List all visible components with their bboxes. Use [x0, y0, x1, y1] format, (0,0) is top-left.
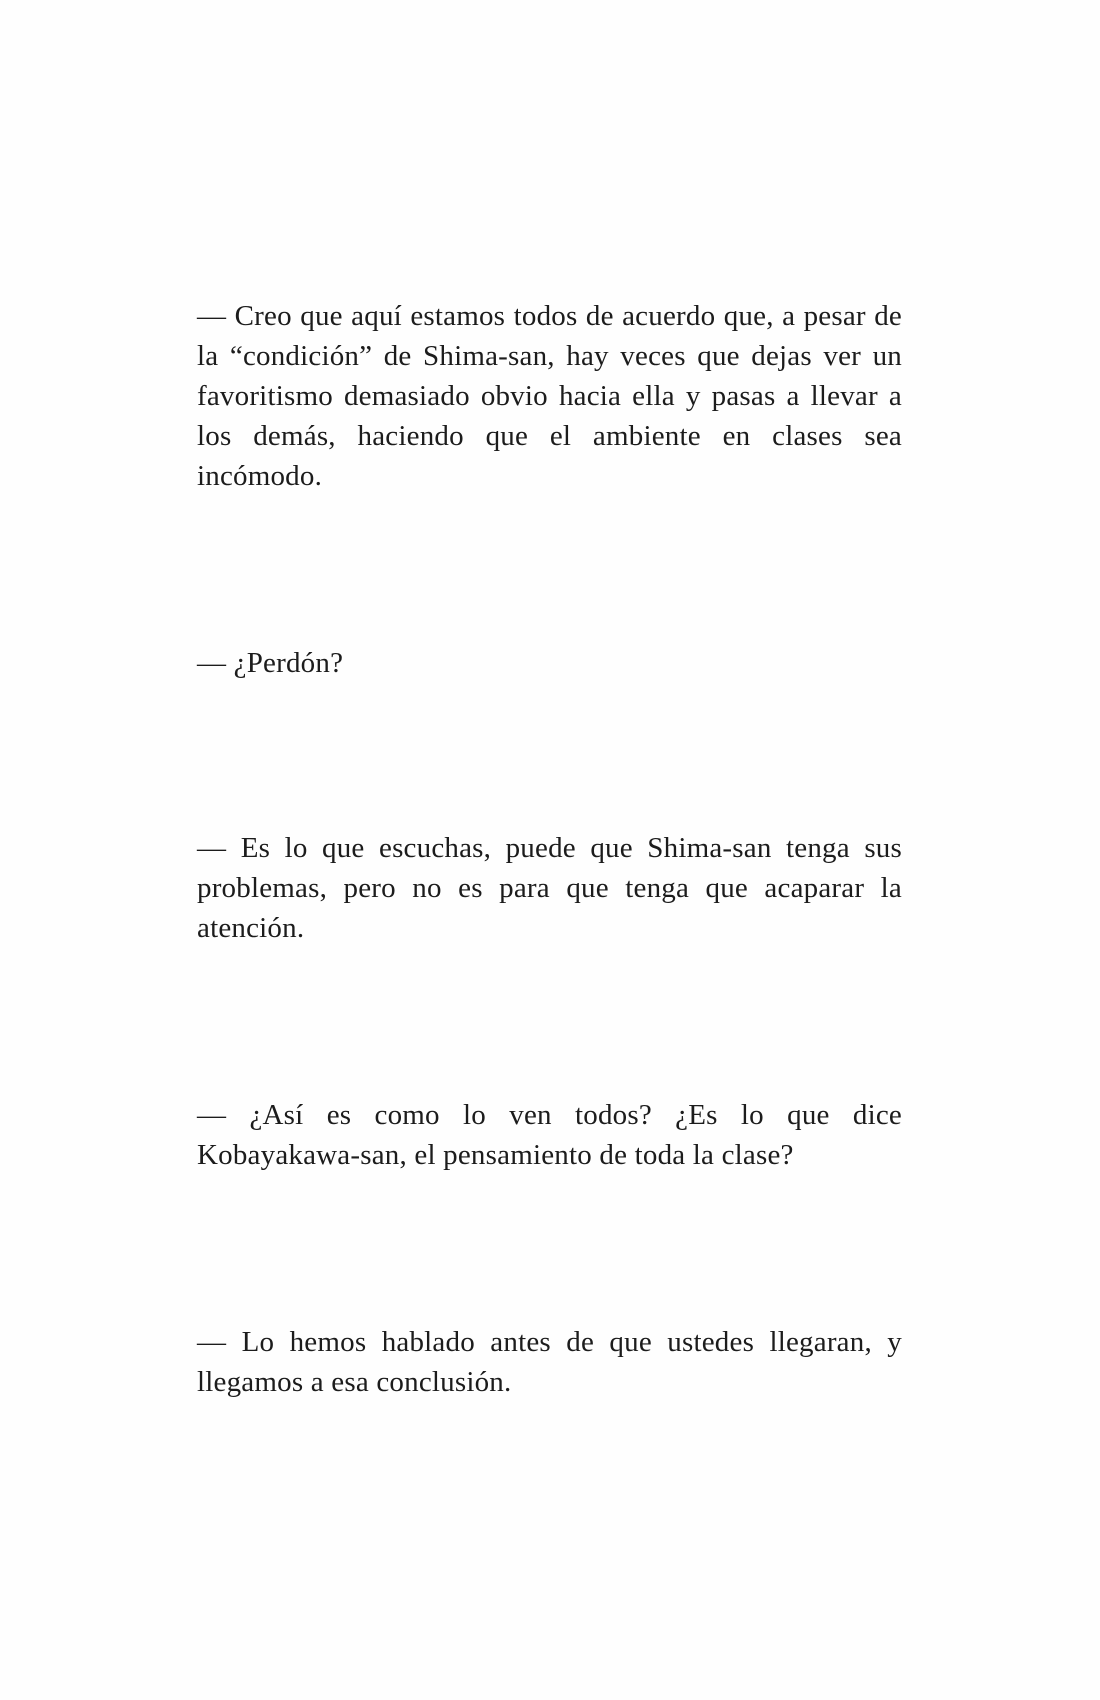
dialogue-paragraph: — ¿Perdón? — [197, 647, 344, 679]
dialogue-paragraph: — Creo que aquí estamos todos de acuerdo que, a pesar de la “condición” de Shima-san, hay veces que dejas ver un favoritismo demasiado obvio hacia ella y pasas a llevar a los demás, haciendo que el ambiente en clases sea incómodo. — [197, 300, 902, 492]
dialogue-paragraph: — ¿Así es como lo ven todos? ¿Es lo que dice Kobayakawa-san, el pensamiento de toda la clase? — [197, 1099, 902, 1171]
dialogue-paragraph: — Es lo que escuchas, puede que Shima-san tenga sus problemas, pero no es para que tenga que acaparar la atención. — [197, 832, 902, 944]
dialogue-paragraph: — Lo hemos hablado antes de que ustedes llegaran, y llegamos a esa conclusión. — [197, 1326, 902, 1398]
